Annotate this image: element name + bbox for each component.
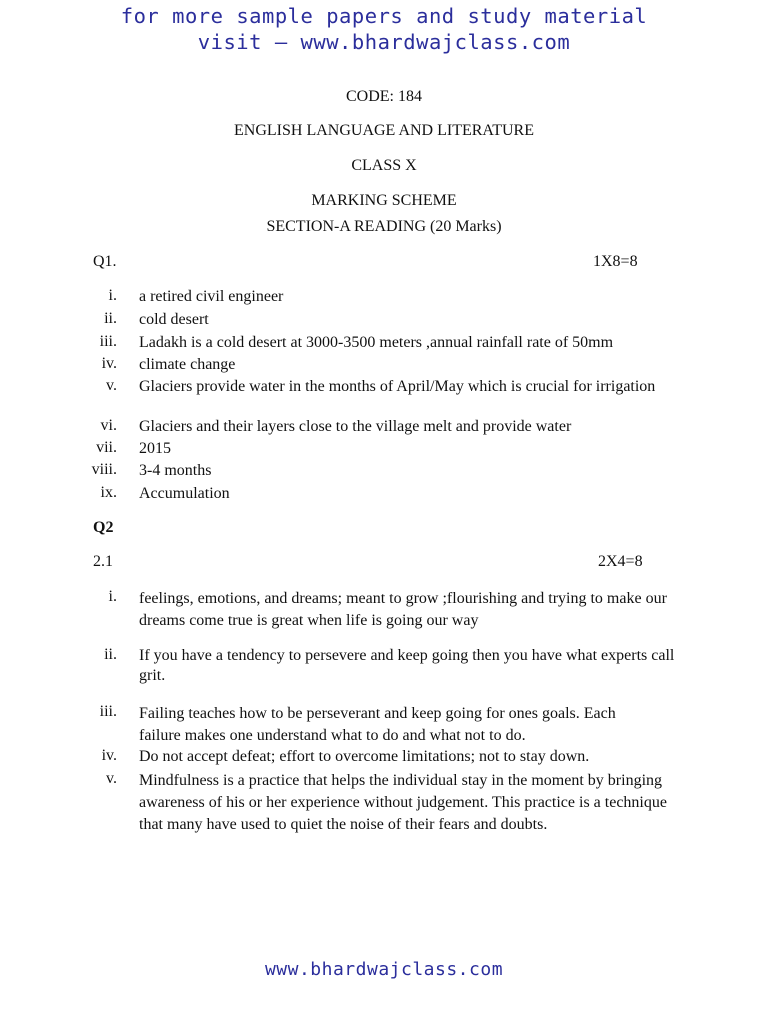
q2-item-2-number: ii.: [104, 646, 117, 663]
q2-label: Q2: [93, 519, 114, 536]
q1-item-1-text: a retired civil engineer: [139, 288, 284, 305]
class-title: CLASS X: [351, 157, 417, 174]
q2-item-1-text: feelings, emotions, and dreams; meant to grow ;flourishing and trying to make our dreams come true is great when life is going our way: [139, 590, 667, 629]
q1-item-8-number: viii.: [91, 461, 117, 478]
marking-scheme-title: MARKING SCHEME: [311, 192, 457, 209]
q1-item-9-text: Accumulation: [139, 485, 230, 502]
subject-title: ENGLISH LANGUAGE AND LITERATURE: [234, 122, 534, 139]
q1-item-7-number: vii.: [96, 439, 117, 456]
q2-item-3-text: Failing teaches how to be perseverant and keep going for ones goals. Each failure makes one understand what to do and what not to do.: [139, 705, 616, 744]
q1-item-9-number: ix.: [100, 484, 117, 501]
q1-item-5-text: Glaciers provide water in the months of April/May which is crucial for irrigation: [139, 378, 656, 395]
q2-item-5-number: v.: [106, 770, 117, 787]
q2-item-1-number: i.: [108, 588, 117, 605]
banner-line-1: for more sample papers and study material: [120, 4, 648, 28]
q2-item-3-number: iii.: [99, 703, 117, 720]
q1-item-6-text: Glaciers and their layers close to the village melt and provide water: [139, 418, 572, 435]
q1-item-3-number: iii.: [99, 333, 117, 350]
q1-item-6-number: vi.: [100, 417, 117, 434]
q1-item-7-text: 2015: [139, 440, 171, 457]
q1-item-4-number: iv.: [101, 355, 117, 372]
footer-url[interactable]: www.bhardwajclass.com: [264, 959, 504, 980]
q2-marks: 2X4=8: [598, 553, 643, 570]
q1-item-2-number: ii.: [104, 310, 117, 327]
q1-item-5-number: v.: [106, 377, 117, 394]
q1-marks: 1X8=8: [593, 253, 638, 270]
q2-item-2-text: If you have a tendency to persevere and keep going then you have what experts call grit.: [139, 647, 675, 684]
section-title: SECTION-A READING (20 Marks): [266, 218, 502, 235]
q2-item-4-text: Do not accept defeat; effort to overcome limitations; not to stay down.: [139, 748, 590, 765]
banner-line-2[interactable]: visit – www.bhardwajclass.com: [197, 30, 571, 54]
q1-item-8-text: 3-4 months: [139, 462, 212, 479]
q2-item-4-number: iv.: [101, 747, 117, 764]
q1-item-1-number: i.: [108, 287, 117, 304]
q2-sub-label: 2.1: [93, 553, 113, 570]
q1-item-3-text: Ladakh is a cold desert at 3000-3500 meters ,annual rainfall rate of 50mm: [139, 334, 614, 351]
q1-label: Q1.: [93, 253, 117, 270]
q1-item-4-text: climate change: [139, 356, 236, 373]
q1-item-2-text: cold desert: [139, 311, 209, 328]
q2-item-5-text: Mindfulness is a practice that helps the individual stay in the moment by bringing awareness of his or her experience without judgement. This practice is a technique that many have used to quiet the noise of their fears and doubts.: [139, 772, 667, 833]
exam-code: CODE: 184: [346, 88, 422, 105]
